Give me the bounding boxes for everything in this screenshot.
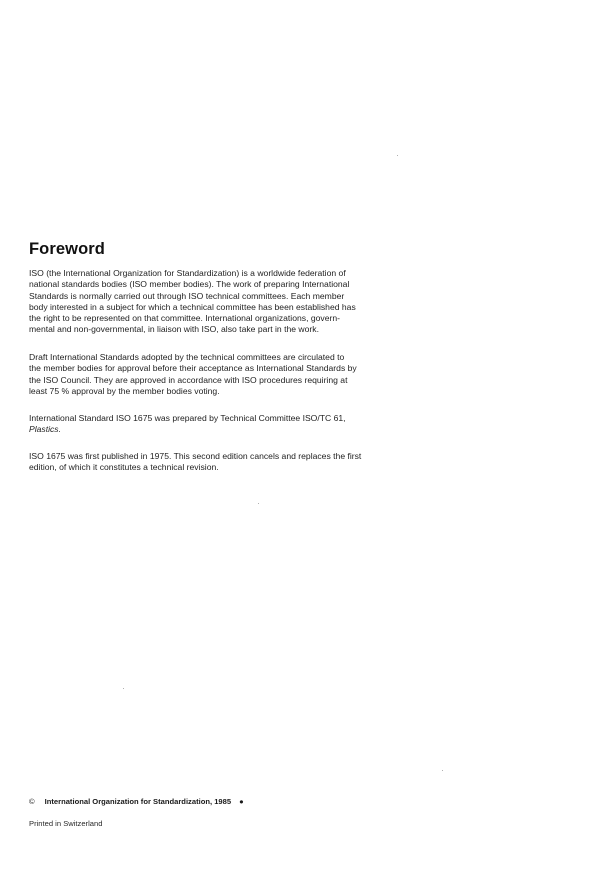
foreword-paragraph-edition: [29, 451, 377, 474]
scan-speck: [123, 688, 124, 689]
foreword-paragraph-iso-description: [29, 268, 377, 336]
scan-speck: [397, 155, 398, 156]
bullet-icon: ●: [239, 797, 244, 806]
foreword-paragraph-draft-standards: [29, 352, 377, 397]
text-line: Standards is normally carried out through ISO technical committees. Each member: [29, 290, 345, 301]
copyright-text: International Organization for Standardization, 1985: [44, 797, 232, 806]
text-line: body interested in a subject for which a technical committee has been established has: [29, 301, 356, 312]
text-line: ISO (the International Organization for Standardization) is a worldwide federation of: [29, 268, 346, 278]
text-line: least 75 % approval by the member bodies voting.: [29, 385, 220, 396]
committee-name: Plastics.: [29, 424, 61, 435]
scan-speck: [258, 503, 259, 504]
copyright-icon: ©: [29, 797, 35, 806]
text-line: national standards bodies (ISO member bodies). The work of preparing International: [29, 279, 350, 290]
text-line: ISO 1675 was first published in 1975. This second edition cancels and replaces the first: [29, 451, 362, 461]
copyright-notice: [29, 797, 244, 806]
text-line: edition, of which it constitutes a technical revision.: [29, 462, 219, 473]
scan-speck: [442, 770, 443, 771]
printed-in-notice: Printed in Switzerland: [29, 819, 103, 828]
text-line: Draft International Standards adopted by the technical committees are circulated to: [29, 352, 345, 362]
foreword-paragraph-prepared-by: [29, 413, 377, 436]
text-line: the member bodies for approval before their acceptance as International Standards by: [29, 363, 357, 374]
text-line: the ISO Council. They are approved in accordance with ISO procedures requiring at: [29, 374, 348, 385]
text-line: International Standard ISO 1675 was prepared by Technical Committee ISO/TC 61,: [29, 413, 346, 423]
text-line: the right to be represented on that committee. International organizations, govern-: [29, 313, 340, 324]
foreword-heading: Foreword: [29, 240, 105, 258]
text-line: mental and non-governmental, in liaison with ISO, also take part in the work.: [29, 324, 319, 335]
